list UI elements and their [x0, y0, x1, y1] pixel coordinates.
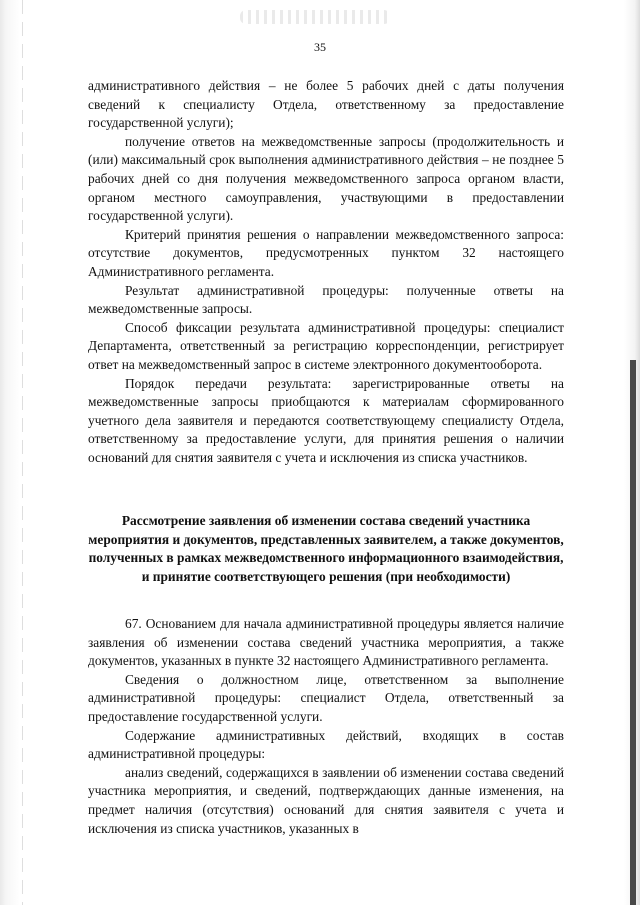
body-text-bottom — [88, 615, 564, 838]
section-heading: Рассмотрение заявления об изменении состава сведений участника мероприятия и документов, представленных заявителем, а также документов, полученных в рамках межведомственного информационного взаимодействия, и принятие соответствующего решения (при необходимости) — [88, 513, 564, 584]
body-text-top — [88, 77, 564, 467]
scan-edge-left — [0, 0, 28, 905]
paragraph: Порядок передачи результата: зарегистрированные ответы на межведомственные запросы приобщаются к материалам сформированного учетного дела заявителя и передаются соответствующему специалисту Отдела, ответственному за предоставление услуги, для принятия решения о наличии оснований для снятия заявителя с учета и исключения из списка участников. — [88, 375, 564, 465]
page-number: 35 — [314, 40, 326, 54]
paragraph: Способ фиксации результата административной процедуры: специалист Департамента, ответственный за регистрацию корреспонденции, регистрирует ответ на межведомственный запрос в системе электронного документооборота. — [88, 319, 564, 372]
paragraph: анализ сведений, содержащихся в заявлении об изменении состава сведений участника мероприятия, и сведений, подтверждающих данные изменения, на предмет наличия (отсутствия) оснований для снятия заявителя с учета и исключения из списка участников, указанных в — [88, 764, 564, 836]
paragraph: Критерий принятия решения о направлении межведомственного запроса: отсутствие документов, предусмотренных пунктом 32 настоящего Административного регламента. — [88, 226, 564, 279]
paragraph: 67. Основанием для начала административной процедуры является наличие заявления об изменении состава сведений участника мероприятия, а также документов, указанных в пункте 32 настоящего Административного регламента. — [88, 616, 564, 669]
scan-edge-right-mark — [630, 360, 636, 905]
paragraph: административного действия – не более 5 рабочих дней с даты получения сведений к специалисту Отдела, ответственному за предоставление государственной услуги); — [88, 78, 564, 131]
paragraph: получение ответов на межведомственные запросы (продолжительность и (или) максимальный срок выполнения административного действия – не позднее 5 рабочих дней со дня получения межведомственного запроса органом власти, органом местного самоуправления, участвующими в предоставлении государственной услуги). — [88, 133, 564, 224]
paragraph: Сведения о должностном лице, ответственном за выполнение административной процедуры: специалист Отдела, ответственный за предоставление государственной услуги. — [88, 671, 564, 724]
scan-smudge — [240, 10, 390, 24]
scan-edge-line — [22, 0, 23, 905]
paragraph: Результат административной процедуры: полученные ответы на межведомственные запросы. — [88, 282, 564, 317]
paragraph: Содержание административных действий, входящих в состав административной процедуры: — [88, 727, 564, 762]
